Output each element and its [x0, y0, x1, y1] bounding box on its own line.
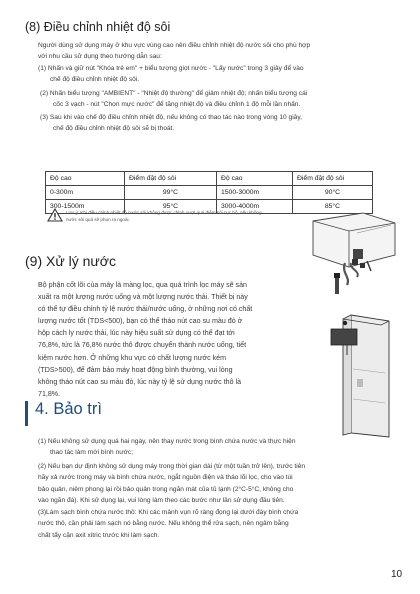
body-line: (TDS>500), để đảm bảo máy hoạt động bình thường, vui lòng [38, 365, 233, 374]
table-header-cell: Độ cao [46, 172, 125, 186]
body-line: không tháo nút cao su màu đỏ, lúc này tỷ lệ sử dụng nước thô là [38, 377, 242, 386]
body-line: Bộ phận cốt lõi của máy là màng lọc, qua quá trình lọc máy sẽ sản [38, 281, 247, 289]
step-2 [40, 89, 410, 110]
maintenance-2-line: vào ngăn đá). Khi sử dụng lại, vui lòng làm theo các bước như lần sử dụng đầu tiên. [38, 496, 285, 504]
body-line: có thể tự điều chỉnh tỷ lệ nước thải/nước uống, ở những nơi có chất [38, 305, 253, 314]
water-dispenser-illustration [323, 309, 401, 444]
section-8-title: (8) Điều chỉnh nhiệt độ sôi [25, 20, 171, 34]
table-cell: 1500-3000m [217, 186, 293, 200]
filter-housing-illustration [305, 203, 399, 297]
note-line: Lưu ý: Khi điều chỉnh nhiệt độ nước sôi không được chỉnh vượt quá điểm sôi cục bộ, nếu không [66, 210, 262, 215]
section-4-title: 4. Bảo trì [35, 400, 102, 418]
section-4-accent-bar [25, 401, 28, 426]
table-row [46, 186, 373, 200]
step-1-line: chế độ điều chỉnh nhiệt độ sôi. [50, 75, 140, 83]
maintenance-2 [38, 461, 412, 506]
intro-line: Người dùng sử dụng máy ở khu vực vùng cao nên điều chỉnh nhiệt độ nước sôi cho phù hợp [38, 42, 311, 49]
intro-line: với nhu cầu sử dụng theo hướng dẫn sau: [38, 52, 162, 60]
table-header-cell: Điểm đặt độ sôi [293, 172, 373, 186]
table-cell: 85°C [293, 200, 373, 214]
table-header-cell: Điểm đặt độ sôi [125, 172, 217, 186]
step-3-line: chế độ điều chỉnh nhiệt độ sôi sẽ bị thoát. [53, 124, 175, 132]
step-1 [38, 64, 408, 85]
body-line: xuất ra một lượng nước uống và một lượng nước thải. Thiết bị này [38, 293, 248, 302]
body-line: lượng nước tốt (TDS<500), bạn có thể tháo nút cao su màu đỏ ở [38, 317, 243, 326]
table-cell: 3000-4000m [217, 200, 293, 214]
maintenance-2-line: (2) Nếu bạn dự định không sử dụng máy trong thời gian dài (từ một tuần trở lên), trước tiên [38, 463, 306, 470]
step-2-line: (2) Nhấn biểu tượng "AMBIENT" - "Nhiệt độ thường" để giảm nhiệt độ; nhấn biểu tượng cái [40, 90, 308, 97]
maintenance-1-line: thao tác làm mới bình nước; [50, 449, 134, 456]
body-line: 71,8%. [38, 389, 61, 398]
warning-triangle-icon [47, 208, 63, 222]
section-9-body [38, 279, 306, 400]
section-9-title: (9) Xử lý nước [25, 253, 116, 269]
step-1-line: (1) Nhấn và giữ nút "Khóa trẻ em" + biểu tượng giọt nước - "Lấy nước" trong 3 giây để vào [38, 65, 304, 72]
body-line: kiệm nước hơn. Ở những khu vực có chất lượng nước kém [38, 353, 227, 362]
maintenance-3-line: chất tẩy cặn axit xitric trước khi làm sạch. [38, 531, 160, 539]
table-cell: 95°C [125, 200, 217, 214]
table-cell: 0-300m [46, 186, 125, 200]
warning-note [66, 210, 296, 223]
note-line: nước sôi quá sẽ phun ra ngoài. [66, 216, 130, 222]
body-line: hộp cách ly nước thải, lúc này hiệu suất sử dụng có thể đạt tới [38, 329, 235, 338]
step-2-line: cốc 3 vạch - nút "Chọn mực nước" để tăng nhiệt độ và điều chỉnh 1 độ mỗi lần nhấn. [53, 100, 301, 108]
maintenance-3 [38, 507, 412, 541]
step-3 [40, 113, 410, 134]
page-number: 10 [391, 569, 403, 580]
body-line: 76,8%, tức là 76,8% nước thô được chuyển thành nước uống, tiết [38, 341, 247, 350]
maintenance-1-line: (1) Nếu không sử dụng quá hai ngày, nên thay nước trong bình chứa nước và thực hiện [38, 438, 296, 445]
maintenance-3-line: nước thô, cần phải làm sạch nó bằng nước. Nếu không thể rửa sạch, nên ngâm bằng [38, 520, 289, 528]
maintenance-3-line: (3)Làm sạch bình chứa nước thô: Khi các mảnh vụn rõ ràng đọng lại dưới đáy bình chứa [38, 509, 299, 516]
table-cell: 90°C [293, 186, 373, 200]
maintenance-2-line: bảo quản, niêm phong lại rồi bảo quản trong ngăn mát của tủ lạnh (2°C-5°C, không cho [38, 485, 294, 493]
maintenance-1 [38, 436, 408, 458]
section-8-intro [38, 41, 408, 62]
table-cell: 99°C [125, 186, 217, 200]
table-header-row [46, 172, 373, 186]
table-header-cell: Độ cao [217, 172, 293, 186]
table-cell: 300-1500m [46, 200, 125, 214]
maintenance-2-line: hãy xả nước trong máy và bình chứa nước, ngắt nguồn điện và tháo lõi lọc, cho vào túi [38, 474, 293, 482]
step-3-line: (3) Sau khi vào chế độ điều chỉnh nhiệt độ, nếu không có thao tác nào trong vòng 10 giây, [40, 114, 302, 121]
